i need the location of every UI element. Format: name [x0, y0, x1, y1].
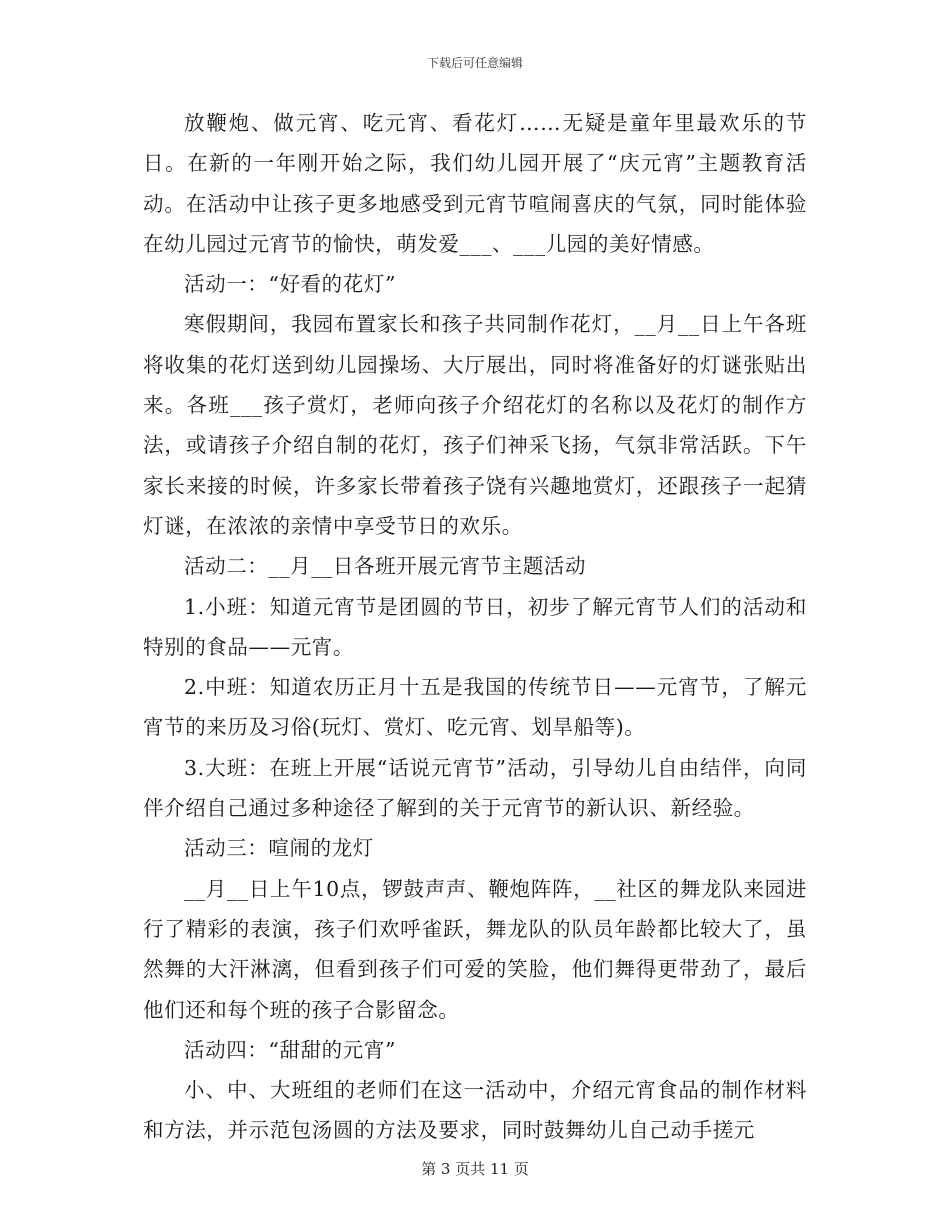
paragraph-activity-4: 小、中、大班组的老师们在这一活动中，介绍元宵食品的制作材料和方法，并示范包汤圆的方法及要求，同时鼓舞幼儿自己动手搓元: [143, 1078, 807, 1143]
document-body: [143, 103, 807, 1151]
heading-activity-2: 活动二：__月__日各班开展元宵节主题活动: [184, 554, 587, 579]
page-number: 第 3 页共 11 页: [421, 1160, 529, 1178]
heading-activity-1: 活动一：“好看的花灯”: [184, 272, 397, 297]
list-item-small-class: 1.小班：知道元宵节是团圆的节日，初步了解元宵节人们的活动和特别的食品——元宵。: [143, 594, 807, 659]
paragraph-intro: 放鞭炮、做元宵、吃元宵、看花灯……无疑是童年里最欢乐的节日。在新的一年刚开始之际，我们幼儿园开展了“庆元宵”主题教育活动。在活动中让孩子更多地感受到元宵节喧闹喜庆的气氛，同时能体验在幼儿园过元宵节的愉快，萌发爱___、___儿园的美好情感。: [143, 111, 807, 256]
list-item-middle-class: 2.中班：知道农历正月十五是我国的传统节日——元宵节，了解元宵节的来历及习俗(玩灯、赏灯、吃元宵、划旱船等)。: [143, 675, 807, 740]
paragraph-activity-3: __月__日上午10点，锣鼓声声、鞭炮阵阵，__社区的舞龙队来园进行了精彩的表演，孩子们欢呼雀跃，舞龙队的队员年龄都比较大了，虽然舞的大汗淋漓，但看到孩子们可爱的笑脸，他们舞得更带劲了，最后他们还和每个班的孩子合影留念。: [143, 876, 807, 1022]
heading-activity-3: 活动三：喧闹的龙灯: [184, 836, 374, 861]
paragraph-activity-1: 寒假期间，我园布置家长和孩子共同制作花灯，__月__日上午各班将收集的花灯送到幼儿园操场、大厅展出，同时将准备好的灯谜张贴出来。各班___孩子赏灯，老师向孩子介绍花灯的名称以及花灯的制作方法，或请孩子介绍自制的花灯，孩子们神采飞扬，气氛非常活跃。下午家长来接的时候，许多家长带着孩子饶有兴趣地赏灯，还跟孩子一起猜灯谜，在浓浓的亲情中享受节日的欢乐。: [143, 312, 807, 538]
heading-activity-4: 活动四：“甜甜的元宵”: [184, 1037, 397, 1062]
page-header-note: 下载后可任意编辑: [426, 56, 523, 70]
list-item-big-class: 3.大班：在班上开展“话说元宵节”活动，引导幼儿自由结伴，向同伴介绍自己通过多种途径了解到的关于元宵节的新认识、新经验。: [143, 755, 807, 821]
